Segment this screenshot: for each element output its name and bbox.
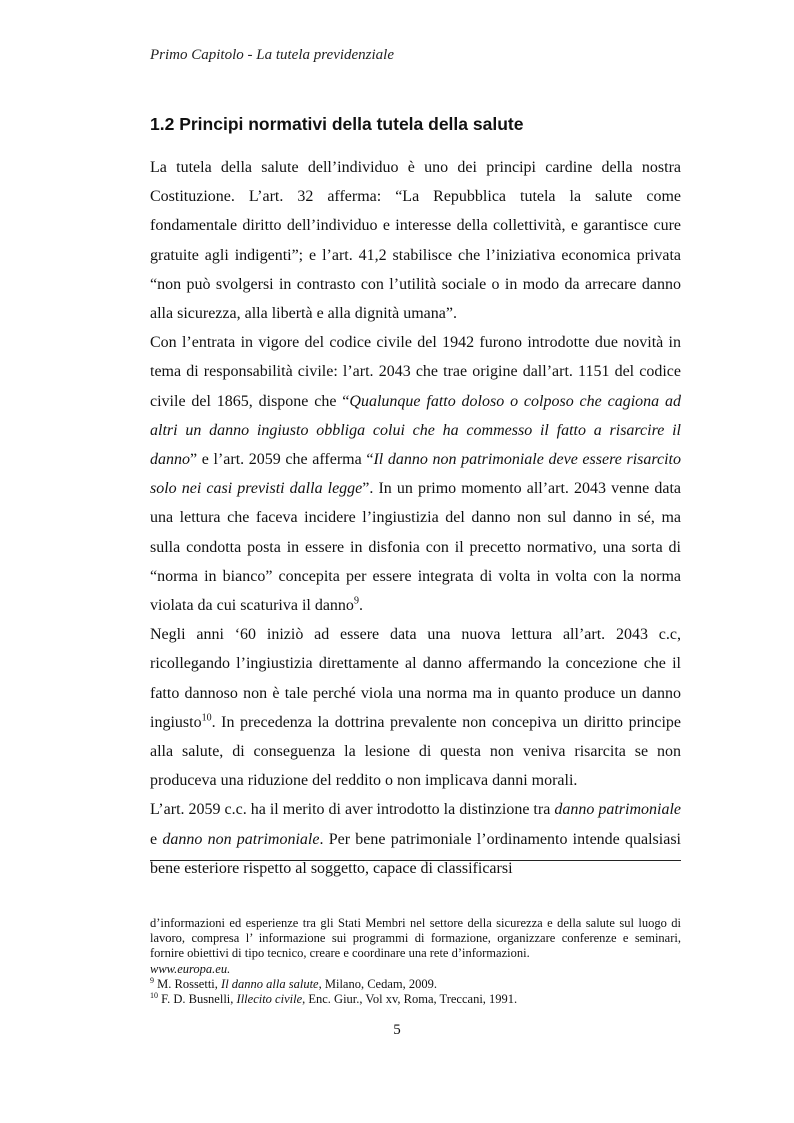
footnote-continued: d’informazioni ed esperienze tra gli Stati Membri nel settore della sicurezza e della salute sul luogo di lavoro, compresa l’ informazione sui programmi di formazione, organizzare conferenze e seminari, fornire obiettivi di tipo tecnico, creare e coordinare una rete d’informazioni. www.europa.eu. [150,916,681,976]
term-danno-patrimoniale: danno patrimoniale [554,801,682,819]
footnote-ref-9: 9 [353,595,359,607]
footnote-separator [150,860,681,861]
page-number: 5 [393,1022,401,1038]
term-danno-non-patrimoniale: danno non patrimoniale [162,830,320,848]
paragraph-4: L’art. 2059 c.c. ha il merito di aver introdotto la distinzione tra danno patrimoniale e danno non patrimoniale. Per bene patrimoniale l’ordinamento intende qualsiasi bene esteriore rispetto al soggetto, capace di classificarsi [150,801,682,877]
paragraph-3: Negli anni ‘60 iniziò ad essere data una nuova lettura all’art. 2043 c.c, ricollegando l’ingiustizia direttamente al danno affermando la concezione che il fatto dannoso non è tale perché viola una norma ma in quanto produce un danno ingiusto$^{10}$. In precedenza la dottrina prevalente non concepiva un diritto principe alla salute, di conseguenza la lesione di questa non veniva risarcita se non produceva una riduzione del reddito o non implicava danni morali. [150,626,681,790]
paragraph-2: Con l’entrata in vigore del codice civile del 1942 furono introdotte due novità in tema di responsabilità civile: l’art. 2043 che trae origine dall’art. 1151 del codice civile del 1865, dispone che “Qualunque fatto doloso o colposo che cagiona ad altri un danno ingiusto obbliga colui che ha commesso il fatto a risarcire il danno” e l’art. 2059 che afferma “Il danno non patrimoniale deve essere risarcito solo nei casi previsti dalla legge”. In un primo momento all’art. 2043 venne data una lettura che faceva incidere l’ingiustizia del danno non sul danno in sé, ma sulla condotta posta in essere in disfonia con il precetto normativo, una sorta di “norma in bianco” concepita per essere integrata di volta in volta con la norma violata da cui scaturiva il danno$^9$. [150,334,681,615]
quote-art-2043: Qualunque fatto doloso o colposo che cagiona ad altri un danno ingiusto obbliga colui che ha commesso il fatto a risarcire il danno [150,392,681,469]
running-header: Primo Capitolo - La tutela previdenziale [150,47,395,63]
quote-art-2059: Il danno non patrimoniale deve essere risarcito solo nei casi previsti dalla legge [150,451,681,498]
footnotes [150,916,681,1007]
paragraph-1: La tutela della salute dell’individuo è uno dei principi cardine della nostra Costituzione. L’art. 32 afferma: “La Repubblica tutela la salute come fondamentale diritto dell’individuo e interesse della collettività, e garantisce cure gratuite agli indigenti”; e l’art. 41,2 stabilisce che l’iniziativa economica privata “non può svolgersi in contrasto con l’utilità sociale o in modo da arrecare danno alla sicurezza, alla libertà e alla dignità umana”. [150,159,681,323]
footnote-ref-10: 10 [201,712,212,724]
body-text [150,153,681,883]
footnote-10: $^{10}$ F. D. Busnelli, Illecito civile, Enc. Giur., Vol xv, Roma, Treccani, 1991. [150,990,518,1007]
footnote-link[interactable]: www.europa.eu. [150,961,231,976]
section-title: 1.2 Principi normativi della tutela della salute [150,114,524,134]
footnote-9: $^9$ M. Rossetti, Il danno alla salute, Milano, Cedam, 2009. [150,975,437,991]
